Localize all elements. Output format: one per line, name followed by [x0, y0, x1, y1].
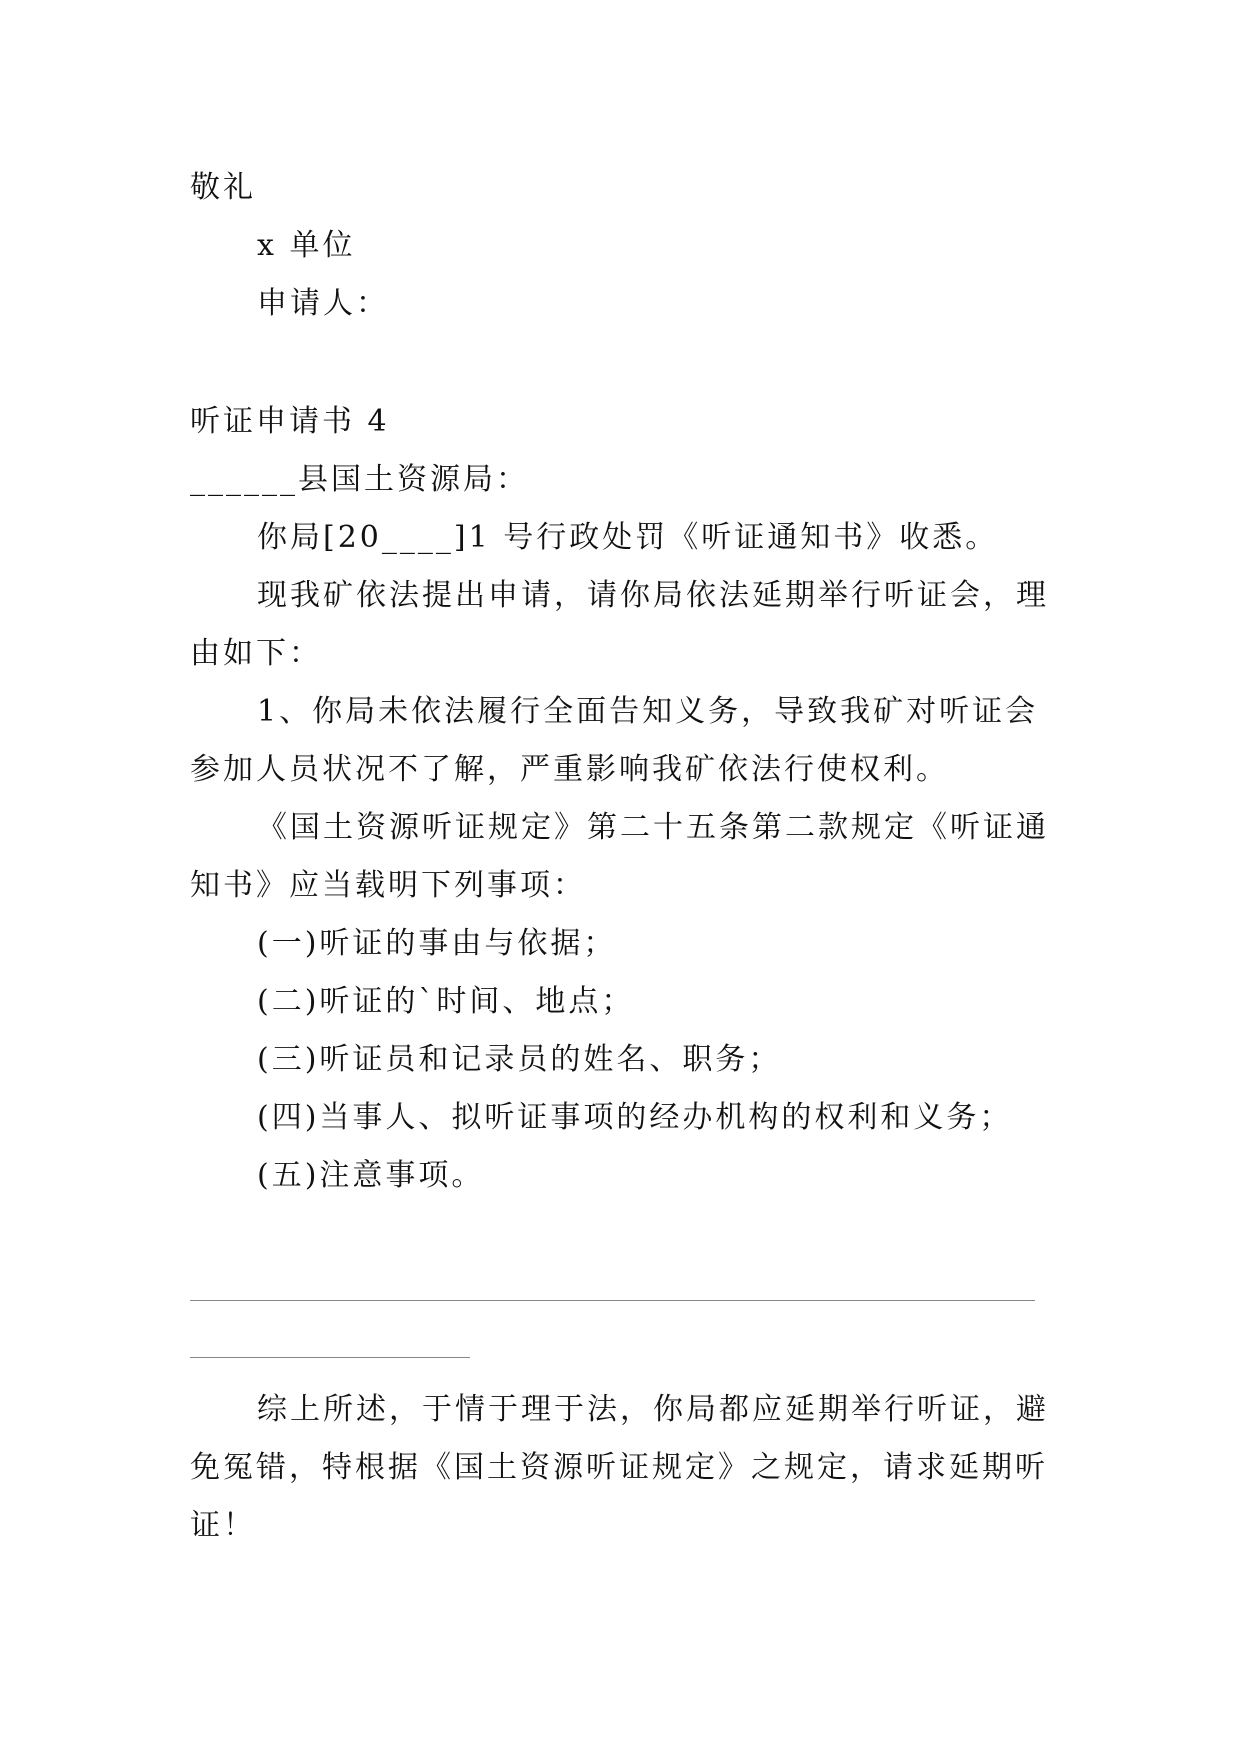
paragraph-reason1-line1: 1、你局未依法履行全面告知义务，导致我矿对听证会	[257, 694, 1039, 729]
list-item: (五)注意事项。	[257, 1158, 485, 1193]
section-heading: 听证申请书 4	[190, 404, 390, 439]
list-item: (二)听证的`时间、地点；	[257, 984, 635, 1019]
list-item: (一)听证的事由与依据；	[257, 926, 617, 961]
paragraph-receipt: 你局[20____]1 号行政处罚《听证通知书》收悉。	[257, 520, 999, 555]
separator-line-long	[190, 1300, 1035, 1301]
separator-line-short	[190, 1357, 470, 1358]
paragraph-conclusion-line1: 综上所述，于情于理于法，你局都应延期举行听证，避	[257, 1392, 1049, 1427]
paragraph-conclusion-line2: 免冤错，特根据《国土资源听证规定》之规定，请求延期听	[190, 1450, 1048, 1485]
closing-applicant: 申请人：	[257, 286, 389, 321]
paragraph-regulation-line1: 《国土资源听证规定》第二十五条第二款规定《听证通	[257, 810, 1049, 845]
paragraph-request-line2: 由如下：	[190, 636, 322, 671]
closing-salute: 敬礼	[190, 170, 256, 205]
list-item: (三)听证员和记录员的姓名、职务；	[257, 1042, 782, 1077]
paragraph-conclusion-line3: 证！	[190, 1508, 256, 1543]
closing-unit: x 单位	[257, 228, 356, 263]
paragraph-regulation-line2: 知书》应当载明下列事项：	[190, 868, 586, 903]
paragraph-reason1-line2: 参加人员状况不了解，严重影响我矿依法行使权利。	[190, 752, 949, 787]
paragraph-request-line1: 现我矿依法提出申请，请你局依法延期举行听证会，理	[257, 578, 1049, 613]
addressee: ______县国土资源局：	[190, 462, 529, 497]
list-item: (四)当事人、拟听证事项的经办机构的权利和义务；	[257, 1100, 1013, 1135]
